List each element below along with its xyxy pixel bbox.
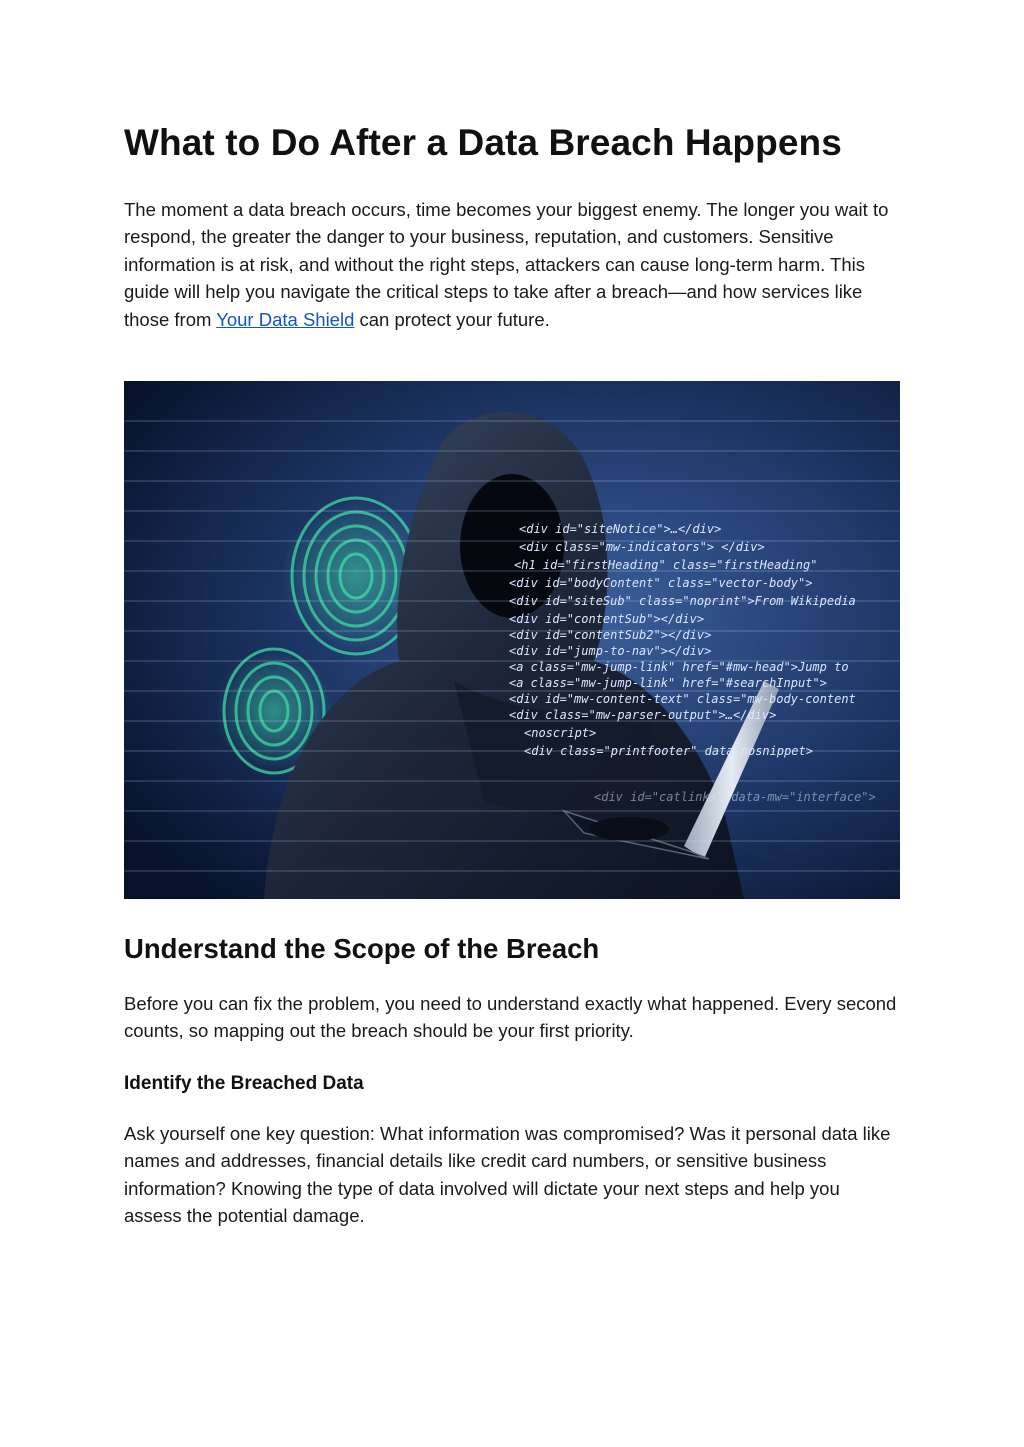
code-line: <div id="siteNotice">…</div> bbox=[519, 522, 722, 536]
code-line: <h1 id="firstHeading" class="firstHeading" bbox=[514, 558, 818, 572]
code-line: <div class="mw-parser-output">…</div> bbox=[509, 708, 777, 722]
code-line: <div id="mw-content-text" class="mw-body-content bbox=[509, 692, 856, 706]
hacker-hero-image bbox=[124, 381, 900, 899]
intro-text-before-link: The moment a data breach occurs, time becomes your biggest enemy. The longer you wait to respond, the greater the danger to your business, reputation, and customers. Sensitive information is at risk, and without the right steps, attackers can cause long-term harm. This guide will help you navigate the critical steps to take after a breach—and how services like those from bbox=[124, 199, 889, 330]
code-line: <a class="mw-jump-link" href="#mw-head">Jump to bbox=[509, 660, 849, 674]
intro-text-after-link: can protect your future. bbox=[354, 308, 550, 330]
your-data-shield-link[interactable]: Your Data Shield bbox=[216, 308, 355, 330]
code-line: <div id="contentSub2"></div> bbox=[509, 628, 712, 642]
hacker-illustration bbox=[124, 381, 900, 899]
intro-paragraph bbox=[124, 196, 900, 333]
code-line: <div id="jump-to-nav"></div> bbox=[509, 644, 712, 658]
code-line: <div class="mw-indicators"> </div> bbox=[519, 540, 765, 554]
code-line: <div id="catlinks" data-mw="interface"> bbox=[594, 790, 876, 804]
code-line: <div id="bodyContent" class="vector-body"> bbox=[509, 576, 813, 590]
subsection-heading: Identify the Breached Data bbox=[124, 1073, 364, 1094]
subsection-paragraph: Ask yourself one key question: What information was compromised? Was it personal data like names and addresses, financial details like credit card numbers, or sensitive business information? Knowing the type of data involved will dictate your next steps and help you assess the potential damage. bbox=[124, 1123, 891, 1227]
code-line: <div id="siteSub" class="noprint">From Wikipedia bbox=[509, 594, 856, 608]
page-title: What to Do After a Data Breach Happens bbox=[124, 122, 842, 163]
code-line: <noscript> bbox=[524, 726, 597, 740]
code-line: <div class="printfooter" data-nosnippet> bbox=[524, 744, 813, 758]
code-line: <div id="contentSub"></div> bbox=[509, 612, 705, 626]
section-paragraph: Before you can fix the problem, you need to understand exactly what happened. Every second counts, so mapping out the breach should be your first priority. bbox=[124, 993, 897, 1042]
section-heading: Understand the Scope of the Breach bbox=[124, 933, 600, 964]
code-line: <a class="mw-jump-link" href="#searchInput"> bbox=[509, 676, 827, 690]
